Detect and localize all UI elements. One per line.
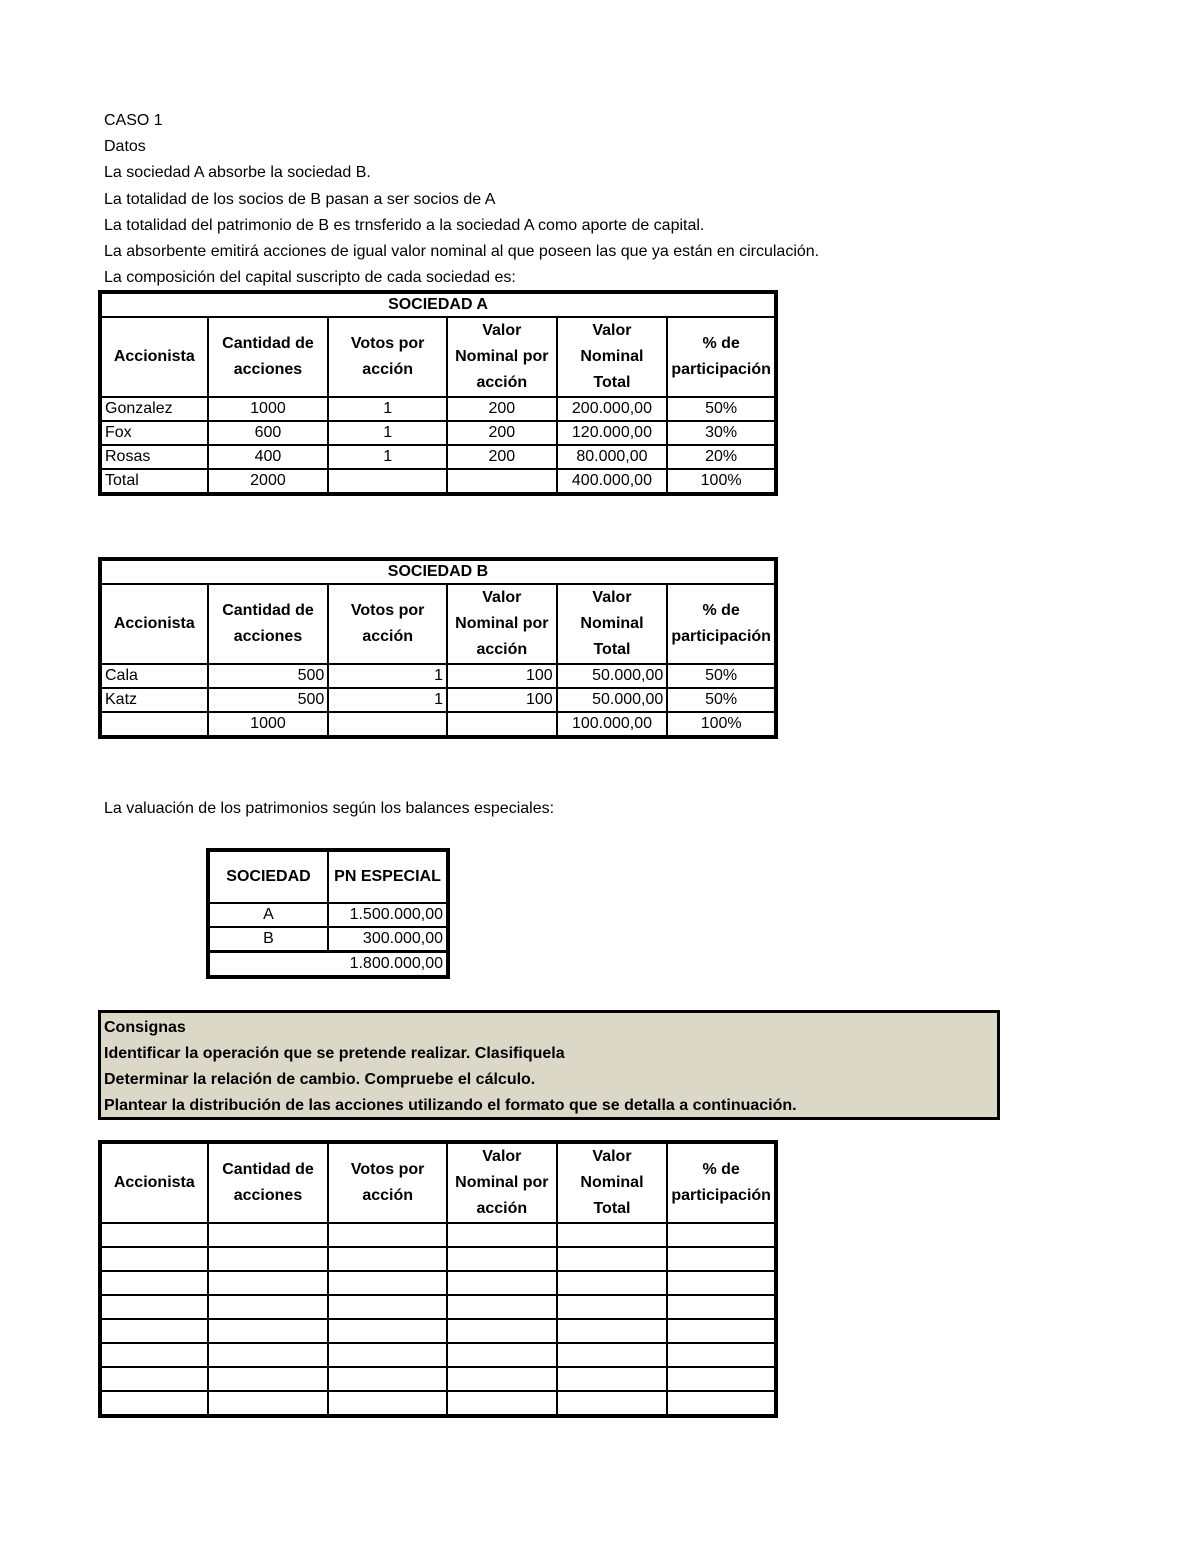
empty-cell [208, 1223, 329, 1247]
empty-cell [557, 1343, 668, 1367]
table-cell: 1.500.000,00 [328, 903, 448, 927]
empty-cell [328, 1223, 447, 1247]
empty-cell [557, 1391, 668, 1416]
empty-cell [557, 1271, 668, 1295]
table-cell: Gonzalez [100, 397, 208, 421]
column-header: Votos por acción [328, 584, 447, 664]
column-header: Cantidad de acciones [208, 1142, 329, 1223]
table-cell: 50% [667, 688, 776, 712]
empty-cell [557, 1223, 668, 1247]
table-cell: 100% [667, 712, 776, 737]
sociedad-a-table [98, 290, 778, 496]
table-cell: 400 [208, 445, 329, 469]
table-cell: 100 [447, 688, 557, 712]
empty-rows [100, 1223, 776, 1416]
column-header: Votos por acción [328, 1142, 447, 1223]
table-cell [447, 712, 557, 737]
column-header: % de participación [667, 584, 776, 664]
intro-line: La sociedad A absorbe la sociedad B. [104, 164, 371, 182]
empty-cell [447, 1319, 557, 1343]
column-header: Accionista [100, 1142, 208, 1223]
empty-cell [667, 1271, 776, 1295]
intro-text [104, 108, 1104, 291]
table-title: SOCIEDAD A [100, 292, 776, 317]
table-cell: 20% [667, 445, 776, 469]
empty-cell [328, 1295, 447, 1319]
column-header: SOCIEDAD [208, 850, 328, 903]
empty-cell [100, 1343, 208, 1367]
empty-cell [100, 1367, 208, 1391]
table-cell: 50% [667, 397, 776, 421]
table-cell: 600 [208, 421, 329, 445]
column-header: PN ESPECIAL [328, 850, 448, 903]
empty-table-row [100, 1391, 776, 1416]
table-cell: Katz [100, 688, 208, 712]
table-cell: Fox [100, 421, 208, 445]
table-row [100, 664, 776, 688]
empty-cell [667, 1295, 776, 1319]
column-header: Valor Nominal por acción [447, 1142, 557, 1223]
empty-table-row [100, 1295, 776, 1319]
empty-cell [667, 1343, 776, 1367]
table-cell: 1 [328, 421, 447, 445]
consigna-item: Identificar la operación que se pretende realizar. Clasifiquela [104, 1045, 565, 1062]
intro-line: La totalidad del patrimonio de B es trnsferido a la sociedad A como aporte de capital. [104, 216, 705, 234]
empty-table-row [100, 1247, 776, 1271]
empty-cell [208, 1391, 329, 1416]
table-row [100, 397, 776, 421]
table-row [208, 903, 448, 927]
empty-table-row [100, 1343, 776, 1367]
empty-cell [667, 1319, 776, 1343]
empty-table-row [100, 1271, 776, 1295]
empty-cell [447, 1367, 557, 1391]
table-cell: 100.000,00 [557, 712, 668, 737]
table-cell: 1.800.000,00 [208, 952, 448, 978]
table-cell: 100% [667, 469, 776, 494]
total-row [100, 469, 776, 494]
table-cell: 100 [447, 664, 557, 688]
table-cell: 300.000,00 [328, 927, 448, 952]
table-cell: 50% [667, 664, 776, 688]
table-cell: 200 [447, 445, 557, 469]
empty-table-row [100, 1367, 776, 1391]
table-cell: B [208, 927, 328, 952]
table-cell: 200 [447, 397, 557, 421]
consigna-item: Plantear la distribución de las acciones utilizando el formato que se detalla a continuación. [104, 1097, 797, 1114]
consignas-box [98, 1010, 1000, 1120]
column-header: Valor Nominal Total [557, 317, 668, 397]
table-cell: 50.000,00 [557, 688, 668, 712]
table-title: SOCIEDAD B [100, 559, 776, 584]
empty-cell [447, 1343, 557, 1367]
table-cell [328, 712, 447, 737]
column-header: Valor Nominal por acción [447, 584, 557, 664]
table-cell: 1000 [208, 712, 329, 737]
table-cell: 120.000,00 [557, 421, 668, 445]
table-cell: 80.000,00 [557, 445, 668, 469]
table-cell: A [208, 903, 328, 927]
column-header: % de participación [667, 1142, 776, 1223]
table-cell: 1 [328, 397, 447, 421]
empty-cell [100, 1391, 208, 1416]
table-cell: 1 [328, 664, 447, 688]
table-cell: Total [100, 469, 208, 494]
case-title: CASO 1 [104, 112, 163, 129]
empty-cell [100, 1223, 208, 1247]
table-cell: 200 [447, 421, 557, 445]
empty-cell [208, 1367, 329, 1391]
column-header: Votos por acción [328, 317, 447, 397]
empty-cell [100, 1271, 208, 1295]
empty-cell [667, 1247, 776, 1271]
consigna-item: Determinar la relación de cambio. Compruebe el cálculo. [104, 1071, 536, 1088]
table-cell: 400.000,00 [557, 469, 668, 494]
empty-cell [447, 1391, 557, 1416]
empty-cell [208, 1271, 329, 1295]
total-row [100, 712, 776, 737]
table-cell: Rosas [100, 445, 208, 469]
table-cell [328, 469, 447, 494]
table-row [208, 927, 448, 952]
column-header: Valor Nominal por acción [447, 317, 557, 397]
empty-cell [328, 1367, 447, 1391]
consignas-title: Consignas [104, 1019, 186, 1036]
table-cell: 30% [667, 421, 776, 445]
table-cell: 1 [328, 445, 447, 469]
empty-cell [208, 1319, 329, 1343]
table-row [100, 421, 776, 445]
table-cell: 200.000,00 [557, 397, 668, 421]
empty-cell [447, 1271, 557, 1295]
empty-cell [100, 1247, 208, 1271]
table-cell: 2000 [208, 469, 329, 494]
empty-cell [667, 1391, 776, 1416]
table-cell: 500 [208, 688, 329, 712]
empty-cell [667, 1223, 776, 1247]
empty-cell [557, 1247, 668, 1271]
table-row [100, 445, 776, 469]
empty-cell [208, 1295, 329, 1319]
empty-cell [208, 1247, 329, 1271]
table-cell: 500 [208, 664, 329, 688]
empty-cell [557, 1319, 668, 1343]
empty-cell [100, 1295, 208, 1319]
sociedad-b-table [98, 557, 778, 739]
valuation-caption: La valuación de los patrimonios según los balances especiales: [104, 800, 555, 817]
empty-cell [447, 1223, 557, 1247]
column-header: Accionista [100, 584, 208, 664]
empty-cell [328, 1391, 447, 1416]
table-cell [447, 469, 557, 494]
column-header: Cantidad de acciones [208, 584, 329, 664]
empty-cell [100, 1319, 208, 1343]
intro-line: La absorbente emitirá acciones de igual valor nominal al que poseen las que ya están en circulación. [104, 242, 820, 260]
empty-cell [447, 1247, 557, 1271]
empty-table-row [100, 1319, 776, 1343]
empty-cell [208, 1343, 329, 1367]
intro-line: La totalidad de los socios de B pasan a ser socios de A [104, 190, 496, 208]
empty-cell [328, 1343, 447, 1367]
empty-cell [447, 1295, 557, 1319]
column-header: % de participación [667, 317, 776, 397]
column-header: Valor Nominal Total [557, 1142, 668, 1223]
empty-cell [667, 1367, 776, 1391]
table-row [100, 688, 776, 712]
column-header: Accionista [100, 317, 208, 397]
empty-cell [328, 1319, 447, 1343]
table-cell [100, 712, 208, 737]
empty-cell [328, 1271, 447, 1295]
empty-cell [557, 1367, 668, 1391]
column-header: Valor Nominal Total [557, 584, 668, 664]
data-heading: Datos [104, 138, 146, 156]
empty-cell [328, 1247, 447, 1271]
table-cell: 1000 [208, 397, 329, 421]
table-cell: Cala [100, 664, 208, 688]
intro-line: La composición del capital suscripto de cada sociedad es: [104, 269, 516, 287]
distribution-format-table [98, 1140, 778, 1418]
pn-especial-table [206, 848, 450, 979]
table-cell: 50.000,00 [557, 664, 668, 688]
column-header: Cantidad de acciones [208, 317, 329, 397]
table-cell: 1 [328, 688, 447, 712]
empty-cell [557, 1295, 668, 1319]
empty-table-row [100, 1223, 776, 1247]
total-row [208, 952, 448, 978]
